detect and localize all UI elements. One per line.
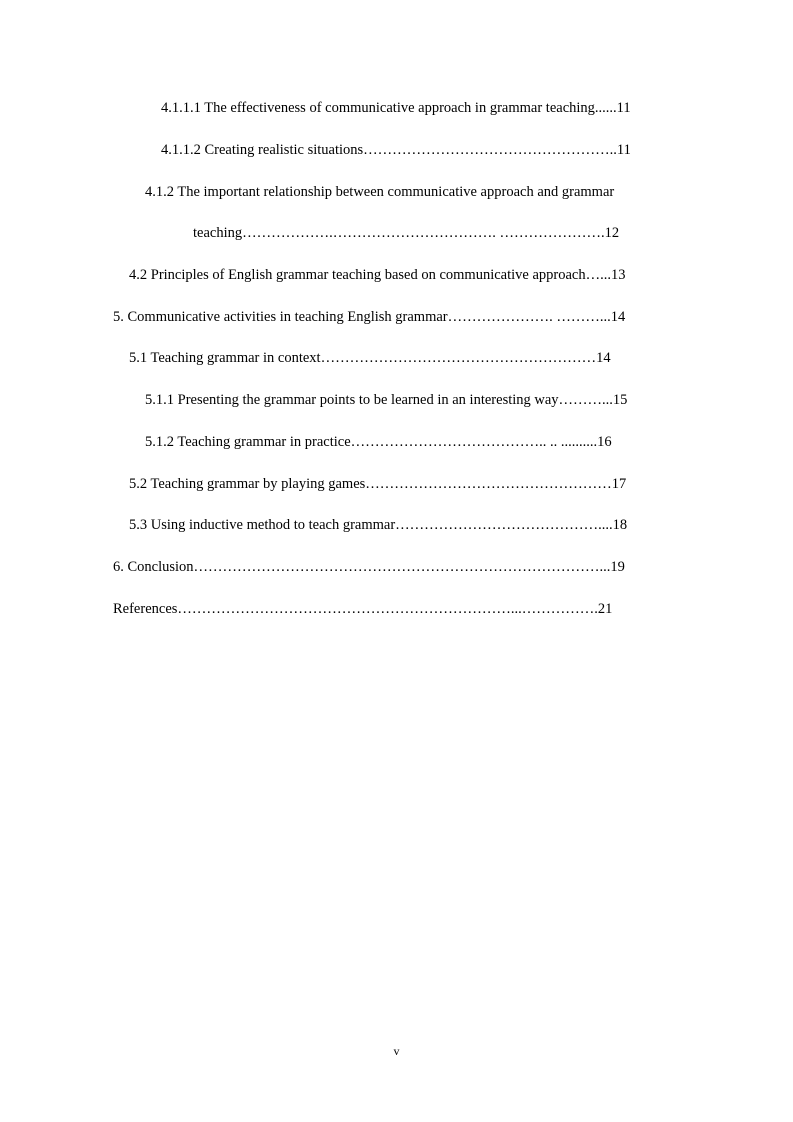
- toc-entry-6: 6. Conclusion…………………………………………………………………………...19: [113, 559, 625, 575]
- toc-entry-5-3: 5.3 Using inductive method to teach grammar……………………………………....18: [129, 517, 628, 533]
- toc-entry-4-1-1-2: 4.1.1.2 Creating realistic situations……………………………………………..11: [161, 142, 631, 158]
- toc-entry-4-1-2: 4.1.2 The important relationship between communicative approach and grammar: [145, 184, 615, 200]
- toc-entry-references: References……………………………………………………………...…………….21: [113, 601, 613, 617]
- toc-entry-5-1-1: 5.1.1 Presenting the grammar points to be learned in an interesting way………...15: [145, 392, 628, 408]
- page-number: v: [393, 1044, 400, 1058]
- toc-entry-5: 5. Communicative activities in teaching English grammar…………………. ………...14: [113, 309, 626, 325]
- toc-entry-5-1-2: 5.1.2 Teaching grammar in practice………………………………….. .. ..........16: [145, 434, 612, 450]
- toc-entry-4-1-1-1: 4.1.1.1 The effectiveness of communicative approach in grammar teaching......11: [161, 100, 631, 116]
- toc-entry-4-1-2-continued: teaching……………….……………………………. ………………….12: [193, 225, 620, 241]
- toc-entry-5-1: 5.1 Teaching grammar in context…………………………………………………14: [129, 350, 611, 366]
- toc-entry-5-2: 5.2 Teaching grammar by playing games……………………………………………17: [129, 476, 627, 492]
- toc-entry-4-2: 4.2 Principles of English grammar teaching based on communicative approach…...13: [129, 267, 626, 283]
